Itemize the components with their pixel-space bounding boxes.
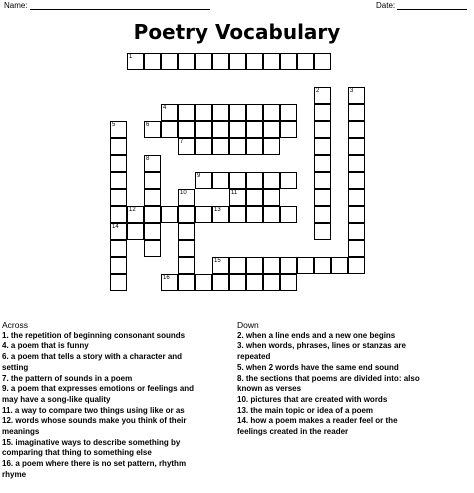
crossword-cell[interactable] [144, 172, 161, 189]
crossword-cell[interactable] [178, 274, 195, 291]
crossword-cell[interactable] [348, 223, 365, 240]
crossword-cell[interactable] [110, 223, 127, 240]
crossword-cell[interactable] [348, 172, 365, 189]
crossword-cell[interactable] [127, 223, 144, 240]
clue-line: 14. how a poem makes a reader feel or the [237, 416, 398, 426]
clue-line: 5. when 2 words have the same end sound [237, 362, 399, 372]
clue-line: 3. when words, phrases, lines or stanzas are [237, 341, 406, 351]
crossword-cell[interactable] [127, 53, 144, 70]
crossword-cell[interactable] [110, 274, 127, 291]
crossword-cell[interactable] [178, 104, 195, 121]
crossword-cell[interactable] [110, 240, 127, 257]
crossword-cell[interactable] [110, 206, 127, 223]
crossword-cell[interactable] [246, 104, 263, 121]
crossword-cell[interactable] [144, 223, 161, 240]
crossword-cell[interactable] [195, 53, 212, 70]
clue-line: setting [2, 362, 29, 372]
crossword-cell[interactable] [110, 121, 127, 138]
crossword-cell[interactable] [246, 257, 263, 274]
clue-line: repeated [237, 352, 271, 362]
clue-number: 3 [350, 88, 354, 94]
clue-number: 10 [180, 190, 187, 196]
name-label: Name: [4, 1, 28, 10]
crossword-cell[interactable] [212, 206, 229, 223]
crossword-cell[interactable] [110, 257, 127, 274]
crossword-cell[interactable] [178, 138, 195, 155]
crossword-cell[interactable] [246, 138, 263, 155]
crossword-cell[interactable] [348, 206, 365, 223]
crossword-cell[interactable] [280, 53, 297, 70]
crossword-cell[interactable] [195, 274, 212, 291]
crossword-cell[interactable] [110, 172, 127, 189]
clue-line: 6. a poem that tells a story with a character and [2, 352, 183, 362]
crossword-cell[interactable] [348, 257, 365, 274]
clue-line: may have a song-like quality [2, 394, 111, 404]
clue-line: meanings [2, 427, 40, 437]
crossword-cell[interactable] [246, 121, 263, 138]
crossword-cell[interactable] [144, 155, 161, 172]
crossword-cell[interactable] [314, 104, 331, 121]
crossword-cell[interactable] [212, 274, 229, 291]
clue-number: 4 [163, 105, 167, 111]
clue-number: 7 [180, 139, 184, 145]
clue-line: 16. a poem where there is no set pattern, rhythm [2, 459, 187, 469]
crossword-cell[interactable] [314, 121, 331, 138]
crossword-cell[interactable] [263, 257, 280, 274]
clue-number: 13 [214, 207, 221, 213]
crossword-cell[interactable] [280, 121, 297, 138]
across-clues [2, 320, 194, 481]
crossword-cell[interactable] [263, 104, 280, 121]
crossword-cell[interactable] [263, 121, 280, 138]
clue-line: 9. a poem that expresses emotions or feelings and [2, 384, 195, 394]
crossword-cell[interactable] [144, 240, 161, 257]
crossword-cell[interactable] [161, 104, 178, 121]
crossword-cell[interactable] [246, 206, 263, 223]
crossword-cell[interactable] [246, 172, 263, 189]
crossword-cell[interactable] [178, 240, 195, 257]
crossword-cell[interactable] [195, 172, 212, 189]
crossword-cell[interactable] [178, 189, 195, 206]
crossword-cell[interactable] [229, 189, 246, 206]
crossword-cell[interactable] [348, 87, 365, 104]
crossword-cell[interactable] [263, 138, 280, 155]
crossword-cell[interactable] [229, 53, 246, 70]
crossword-cell[interactable] [263, 206, 280, 223]
clue-number: 16 [163, 275, 170, 281]
crossword-cell[interactable] [229, 138, 246, 155]
crossword-cell[interactable] [178, 121, 195, 138]
clue-line: 15. imaginative ways to describe something by [2, 437, 181, 447]
clue-number: 5 [112, 122, 116, 128]
crossword-cell[interactable] [263, 53, 280, 70]
clue-line: rhyme [2, 469, 27, 479]
clue-number: 14 [112, 224, 119, 230]
crossword-cell[interactable] [212, 104, 229, 121]
crossword-cell[interactable] [229, 274, 246, 291]
clue-line: 4. a poem that is funny [2, 341, 89, 351]
crossword-cell[interactable] [110, 138, 127, 155]
clue-number: 15 [214, 258, 221, 264]
crossword-cell[interactable] [144, 206, 161, 223]
down-heading: Down [237, 320, 259, 330]
crossword-cell[interactable] [314, 257, 331, 274]
crossword-cell[interactable] [178, 223, 195, 240]
clue-line: 8. the sections that poems are divided into: also [237, 373, 420, 383]
crossword-cell[interactable] [246, 274, 263, 291]
crossword-cell[interactable] [195, 104, 212, 121]
crossword-cell[interactable] [212, 172, 229, 189]
crossword-cell[interactable] [178, 257, 195, 274]
crossword-cell[interactable] [178, 206, 195, 223]
crossword-cell[interactable] [280, 104, 297, 121]
crossword-cell[interactable] [144, 53, 161, 70]
crossword-cell[interactable] [314, 172, 331, 189]
crossword-cell[interactable] [331, 257, 348, 274]
clue-number: 6 [146, 122, 150, 128]
clue-number: 8 [146, 156, 150, 162]
crossword-cell[interactable] [178, 53, 195, 70]
clue-line: 1. the repetition of beginning consonant sounds [2, 330, 186, 340]
crossword-cell[interactable] [144, 121, 161, 138]
date-label: Date: [376, 1, 396, 10]
clue-line: 13. the main topic or idea of a poem [237, 405, 374, 415]
crossword-cell[interactable] [229, 121, 246, 138]
page-title: Poetry Vocabulary [133, 20, 341, 44]
crossword-cell[interactable] [314, 53, 331, 70]
crossword-cell[interactable] [314, 87, 331, 104]
crossword-cell[interactable] [229, 257, 246, 274]
crossword-cell[interactable] [127, 206, 144, 223]
crossword-cell[interactable] [212, 53, 229, 70]
crossword-cell[interactable] [348, 121, 365, 138]
crossword-cell[interactable] [161, 53, 178, 70]
across-heading: Across [2, 320, 28, 330]
crossword-cell[interactable] [212, 138, 229, 155]
crossword-cell[interactable] [195, 121, 212, 138]
crossword-cell[interactable] [297, 257, 314, 274]
crossword-cell[interactable] [263, 189, 280, 206]
crossword-cell[interactable] [229, 172, 246, 189]
clue-line: 2. when a line ends and a new one begins [237, 330, 396, 340]
clue-line: known as verses [237, 384, 302, 394]
crossword-cell[interactable] [314, 189, 331, 206]
crossword-cell[interactable] [280, 257, 297, 274]
crossword-cell[interactable] [263, 172, 280, 189]
crossword-cell[interactable] [195, 206, 212, 223]
crossword-cell[interactable] [348, 155, 365, 172]
crossword-cell[interactable] [229, 206, 246, 223]
crossword-cell[interactable] [297, 53, 314, 70]
crossword-cell[interactable] [144, 189, 161, 206]
crossword-cell[interactable] [161, 121, 178, 138]
clue-number: 9 [197, 173, 201, 179]
crossword-cell[interactable] [314, 223, 331, 240]
clue-number: 2 [316, 88, 320, 94]
crossword-cell[interactable] [348, 189, 365, 206]
crossword-cell[interactable] [246, 53, 263, 70]
crossword-cell[interactable] [348, 104, 365, 121]
crossword-cell[interactable] [348, 240, 365, 257]
clue-number: 1 [129, 54, 133, 60]
clue-line: 7. the pattern of sounds in a poem [2, 373, 133, 383]
clue-line: feelings created in the reader [237, 427, 349, 437]
crossword-cell[interactable] [280, 206, 297, 223]
crossword-cell[interactable] [280, 172, 297, 189]
clue-line: 10. pictures that are created with words [237, 394, 388, 404]
crossword-cell[interactable] [246, 189, 263, 206]
clue-number: 12 [129, 207, 136, 213]
crossword-cell[interactable] [314, 206, 331, 223]
clue-line: 12. words whose sounds make you think of their [2, 416, 187, 426]
clue-line: 11. a way to compare two things using like or as [2, 405, 185, 415]
crossword-cell[interactable] [212, 257, 229, 274]
crossword-cell[interactable] [212, 121, 229, 138]
crossword-cell[interactable] [348, 138, 365, 155]
crossword-cell[interactable] [110, 189, 127, 206]
crossword-cell[interactable] [229, 104, 246, 121]
clue-line: comparing that thing to something else [2, 448, 152, 458]
crossword-cell[interactable] [280, 274, 297, 291]
crossword-cell[interactable] [195, 138, 212, 155]
crossword-cell[interactable] [263, 274, 280, 291]
clue-number: 11 [231, 190, 238, 196]
crossword-cell[interactable] [161, 206, 178, 223]
crossword-cell[interactable] [110, 155, 127, 172]
crossword-cell[interactable] [314, 138, 331, 155]
crossword-cell[interactable] [161, 274, 178, 291]
down-clues [237, 320, 420, 438]
crossword-cell[interactable] [314, 155, 331, 172]
